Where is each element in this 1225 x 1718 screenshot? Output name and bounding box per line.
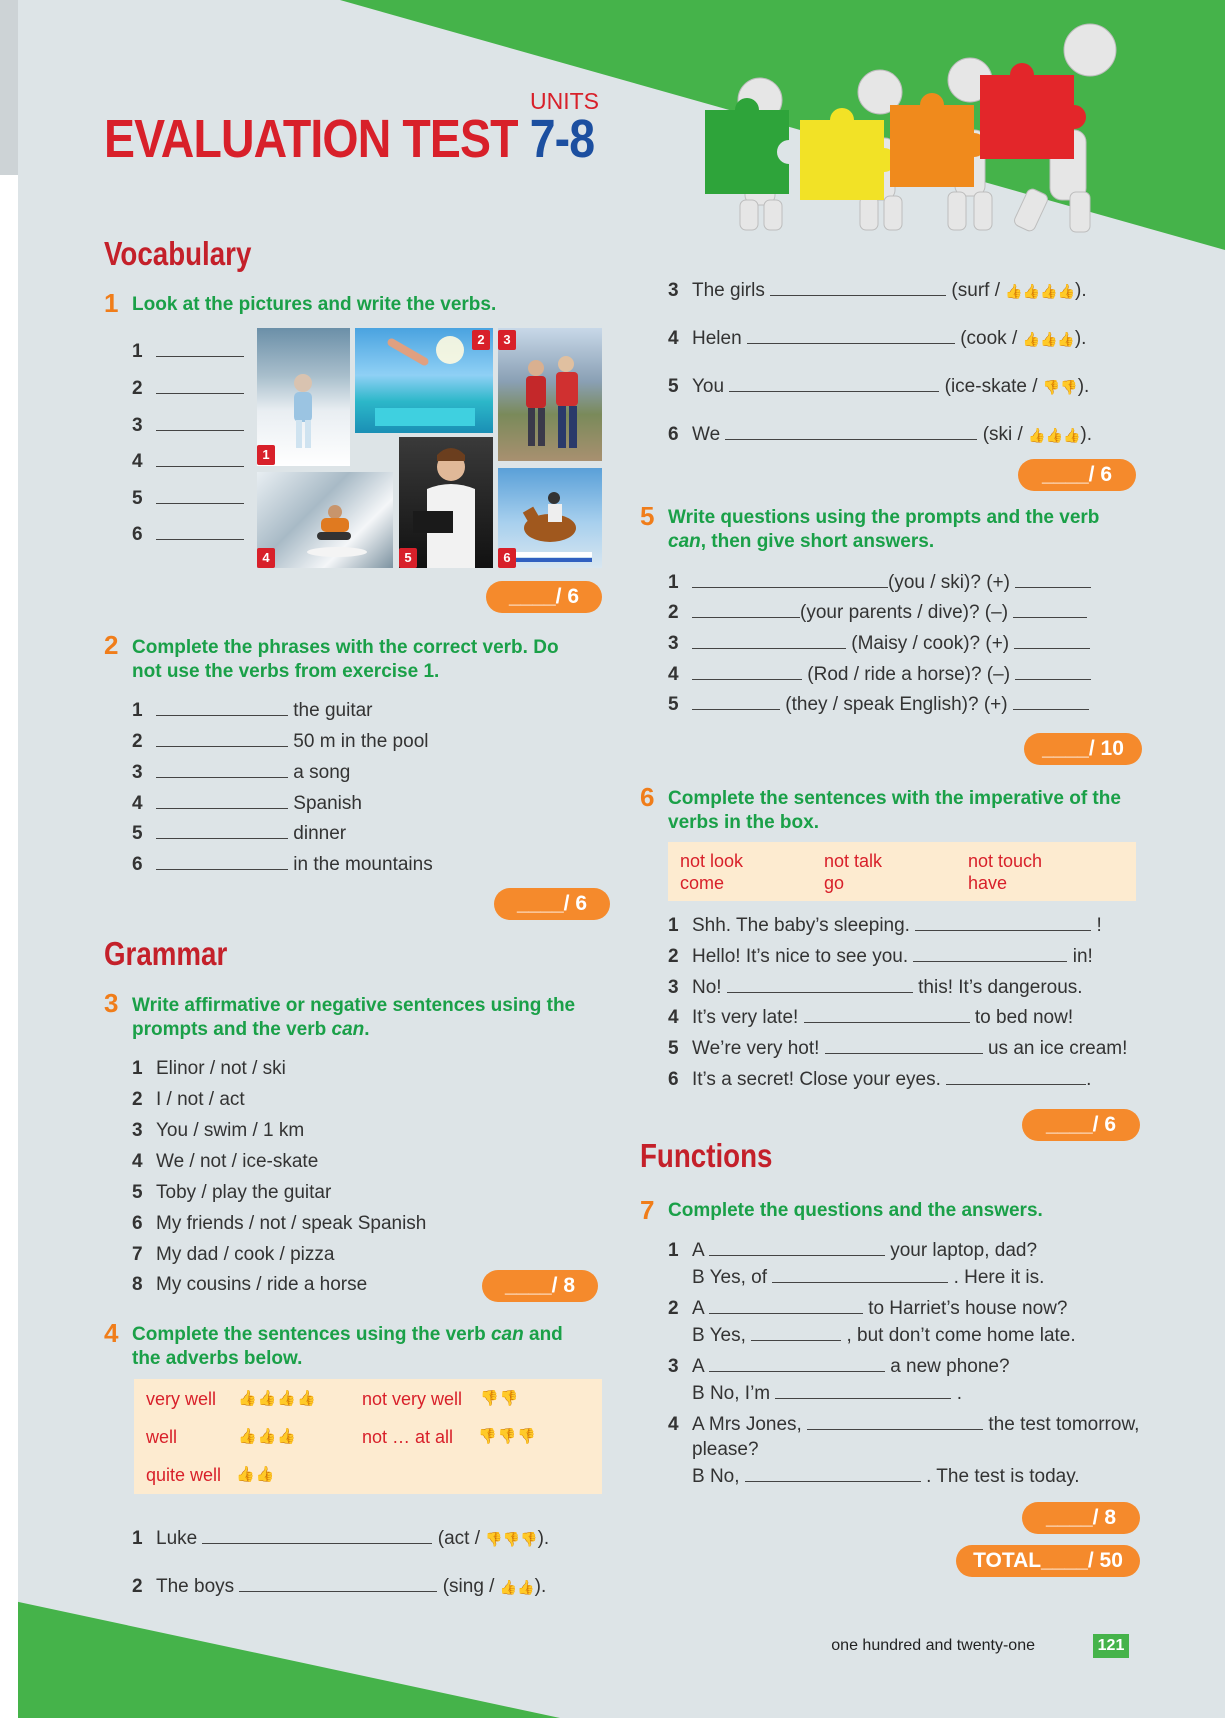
ex3-item: 1 Elinor / not / ski [132,1058,286,1079]
ex2-item: 1 the guitar [132,700,373,721]
left-edge-white [0,175,18,1718]
ex3-item: 3 You / swim / 1 km [132,1120,305,1141]
ex6-item: 6 It’s a secret! Close your eyes. . [668,1069,1092,1090]
ex4-item-1: 1 Luke (act / 👎👎👎). [132,1528,550,1549]
ex6-item: 2 Hello! It’s nice to see you. in! [668,946,1093,967]
answer-blank[interactable] [729,374,939,392]
ex5-item: 4 (Rod / ride a horse)? (–) [668,662,1091,687]
ex6-item: 1 Shh. The baby’s sleeping. ! [668,915,1102,936]
answer-blank[interactable] [156,486,244,504]
ex2-number: 2 [104,630,119,660]
answer-blank[interactable] [156,821,288,839]
answer-blank[interactable] [772,1265,948,1283]
ex7-item-1: 1 A your laptop, dad? [668,1240,1038,1261]
title-text: EVALUATION TEST [104,109,518,169]
ex7-item-4-line2: please? [692,1439,759,1460]
answer-blank[interactable] [156,698,288,716]
ex4-item-6: 6 We (ski / 👍👍👍). [668,424,1093,445]
ex7-number: 7 [640,1195,655,1225]
bottom-green-banner [0,1598,1225,1718]
ex4-item-4: 4 Helen (cook / 👍👍👍). [668,328,1087,349]
ex7-instruction: Complete the questions and the answers. [668,1200,1043,1221]
ex1-item-5: 5 [132,486,244,511]
answer-blank[interactable] [913,944,1067,962]
answer-blank[interactable] [807,1412,983,1430]
ex5-item: 1 (you / ski)? (+) [668,570,1091,595]
units-label: UNITS [530,88,599,114]
answer-blank[interactable] [709,1354,885,1372]
answer-blank[interactable] [727,975,913,993]
thumbs-up-icon: 👍👍👍 [1028,427,1081,443]
ex7-item-2: 2 A to Harriet’s house now? [668,1298,1068,1319]
answer-blank[interactable] [156,376,244,394]
answer-blank[interactable] [804,1005,970,1023]
ex7-item-4: 4 A Mrs Jones, the test tomorrow, [668,1414,1140,1435]
answer-blank[interactable] [156,413,244,431]
ex5-instruction: Write questions using the prompts and the verb can, then give short answers. [668,507,1100,552]
grammar-heading: Grammar [104,935,228,972]
ex3-item: 8 My cousins / ride a horse [132,1274,368,1295]
ex6-item: 5 We’re very hot! us an ice cream! [668,1038,1128,1059]
answer-blank[interactable] [1013,692,1089,710]
ex7-item-2-answer: B Yes, , but don’t come home late. [692,1325,1076,1346]
ex5-number: 5 [640,501,655,531]
photo-surfing [257,472,393,568]
adverb-quite-well: quite well [146,1465,222,1485]
ex6-score: ____/ 6 [1022,1109,1140,1141]
thumbs-down-icon: 👎👎 [480,1390,520,1407]
ex1-item-1: 1 [132,339,244,364]
answer-blank[interactable] [692,662,802,680]
ex1-score: ____/ 6 [486,581,602,613]
answer-blank[interactable] [946,1067,1086,1085]
answer-blank[interactable] [751,1323,841,1341]
page-number: 121 [1093,1634,1129,1658]
ex5-item: 5 (they / speak English)? (+) [668,692,1089,717]
answer-blank[interactable] [1015,662,1091,680]
photo-badge-3: 3 [498,330,516,350]
ex3-item: 2 I / not / act [132,1089,245,1110]
functions-heading: Functions [640,1137,773,1174]
answer-blank[interactable] [202,1526,432,1544]
ex2-item: 3 a song [132,762,351,783]
ex7-item-4-answer: B No, . The test is today. [692,1466,1080,1487]
verb-come: come [680,873,725,893]
photo-badge-4: 4 [257,548,275,568]
puzzle-figures-illustration [690,20,1150,240]
answer-blank[interactable] [239,1574,437,1592]
ex1-item-3: 3 [132,413,244,438]
answer-blank[interactable] [1014,631,1090,649]
answer-blank[interactable] [745,1464,921,1482]
thumbs-down-icon: 👎👎👎 [478,1428,538,1445]
ex7-item-1-answer: B Yes, of . Here it is. [692,1267,1045,1288]
verb-go: go [824,873,845,893]
ex7-score: ____/ 8 [1022,1502,1140,1534]
thumbs-down-icon: 👎👎👎 [485,1531,538,1547]
adverb-very-well: very well [146,1389,217,1409]
ex1-item-2: 2 [132,376,244,401]
ex3-item: 7 My dad / cook / pizza [132,1244,335,1265]
answer-blank[interactable] [156,339,244,357]
ex6-item: 4 It’s very late! to bed now! [668,1007,1074,1028]
page-title [104,108,594,170]
answer-blank[interactable] [725,422,977,440]
ex3-item: 4 We / not / ice-skate [132,1151,319,1172]
ex4-item-3: 3 The girls (surf / 👍👍👍👍). [668,280,1087,301]
thumbs-up-icon: 👍👍👍 [238,1428,298,1445]
page-number-words: one hundred and twenty-one [831,1637,1035,1654]
thumbs-up-icon: 👍👍 [499,1579,535,1595]
ex2-instruction: Complete the phrases with the correct verb. Do not use the verbs from exercise 1. [132,637,559,682]
answer-blank[interactable] [156,791,288,809]
verb-not-touch: not touch [968,851,1043,871]
ex2-score: ____/ 6 [494,888,610,920]
ex4-number: 4 [104,1318,119,1348]
photo-badge-6: 6 [498,548,516,568]
ex4-score: ____/ 6 [1018,459,1136,491]
answer-blank[interactable] [770,278,946,296]
thumbs-down-icon: 👎👎 [1042,379,1078,395]
thumbs-up-icon: 👍👍👍👍 [238,1390,317,1407]
ex1-instruction: Look at the pictures and write the verbs. [132,294,497,315]
ex3-item: 5 Toby / play the guitar [132,1182,332,1203]
adverb-not-at-all: not … at all [362,1427,454,1447]
ex7-item-3-answer: B No, I’m . [692,1383,962,1404]
answer-blank[interactable] [156,852,288,870]
ex5-item: 3 (Maisy / cook)? (+) [668,631,1090,656]
answer-blank[interactable] [156,729,288,747]
ex7-item-3: 3 A a new phone? [668,1356,1010,1377]
ex6-number: 6 [640,782,655,812]
ex5-score: ____/ 10 [1024,733,1142,765]
total-score: TOTAL____/ 50 [956,1545,1140,1577]
photo-badge-2: 2 [472,330,490,350]
answer-blank[interactable] [692,631,846,649]
answer-blank[interactable] [156,522,244,540]
answer-blank[interactable] [709,1296,863,1314]
thumbs-up-icon: 👍👍👍 [1022,331,1075,347]
answer-blank[interactable] [915,913,1091,931]
answer-blank[interactable] [775,1381,951,1399]
ex4-instruction: Complete the sentences using the verb can and the adverbs below. [132,1324,563,1369]
vocabulary-heading: Vocabulary [104,235,252,272]
answer-blank[interactable] [1013,600,1087,618]
ex3-item: 6 My friends / not / speak Spanish [132,1213,427,1234]
verb-not-look: not look [680,851,744,871]
verb-not-talk: not talk [824,851,883,871]
verb-have: have [968,873,1008,893]
adverb-well: well [146,1427,178,1447]
answer-blank[interactable] [692,570,888,588]
ex2-item: 6 in the mountains [132,854,433,875]
ex3-instruction: Write affirmative or negative sentences using the prompts and the verb can. [132,995,576,1040]
ex1-item-4: 4 [132,449,244,474]
ex2-item: 5 dinner [132,823,347,844]
answer-blank[interactable] [692,692,780,710]
ex6-instruction: Complete the sentences with the imperative of the verbs in the box. [668,788,1121,833]
photo-badge-1: 1 [257,445,275,465]
ex4-item-2: 2 The boys (sing / 👍👍). [132,1576,547,1597]
ex6-item: 3 No! this! It’s dangerous. [668,977,1083,998]
adverb-not-very-well: not very well [362,1389,463,1409]
ex2-item: 4 Spanish [132,793,362,814]
unit-range: 7-8 [529,109,595,169]
photo-badge-5: 5 [399,548,417,568]
ex2-item: 2 50 m in the pool [132,731,429,752]
answer-blank[interactable] [1015,570,1091,588]
ex5-item: 2 (your parents / dive)? (–) [668,600,1087,625]
ex3-number: 3 [104,988,119,1018]
answer-blank[interactable] [156,760,288,778]
answer-blank[interactable] [825,1036,983,1054]
ex4-item-5: 5 You (ice-skate / 👎👎). [668,376,1090,397]
answer-blank[interactable] [156,449,244,467]
ex1-number: 1 [104,288,119,318]
answer-blank[interactable] [709,1238,885,1256]
thumbs-up-icon: 👍👍👍👍 [1005,283,1075,299]
thumbs-up-icon: 👍👍 [236,1466,276,1483]
left-edge-grey [0,0,18,175]
answer-blank[interactable] [692,600,800,618]
ex3-score: ____/ 8 [482,1270,598,1302]
ex1-item-6: 6 [132,522,244,547]
answer-blank[interactable] [747,326,955,344]
